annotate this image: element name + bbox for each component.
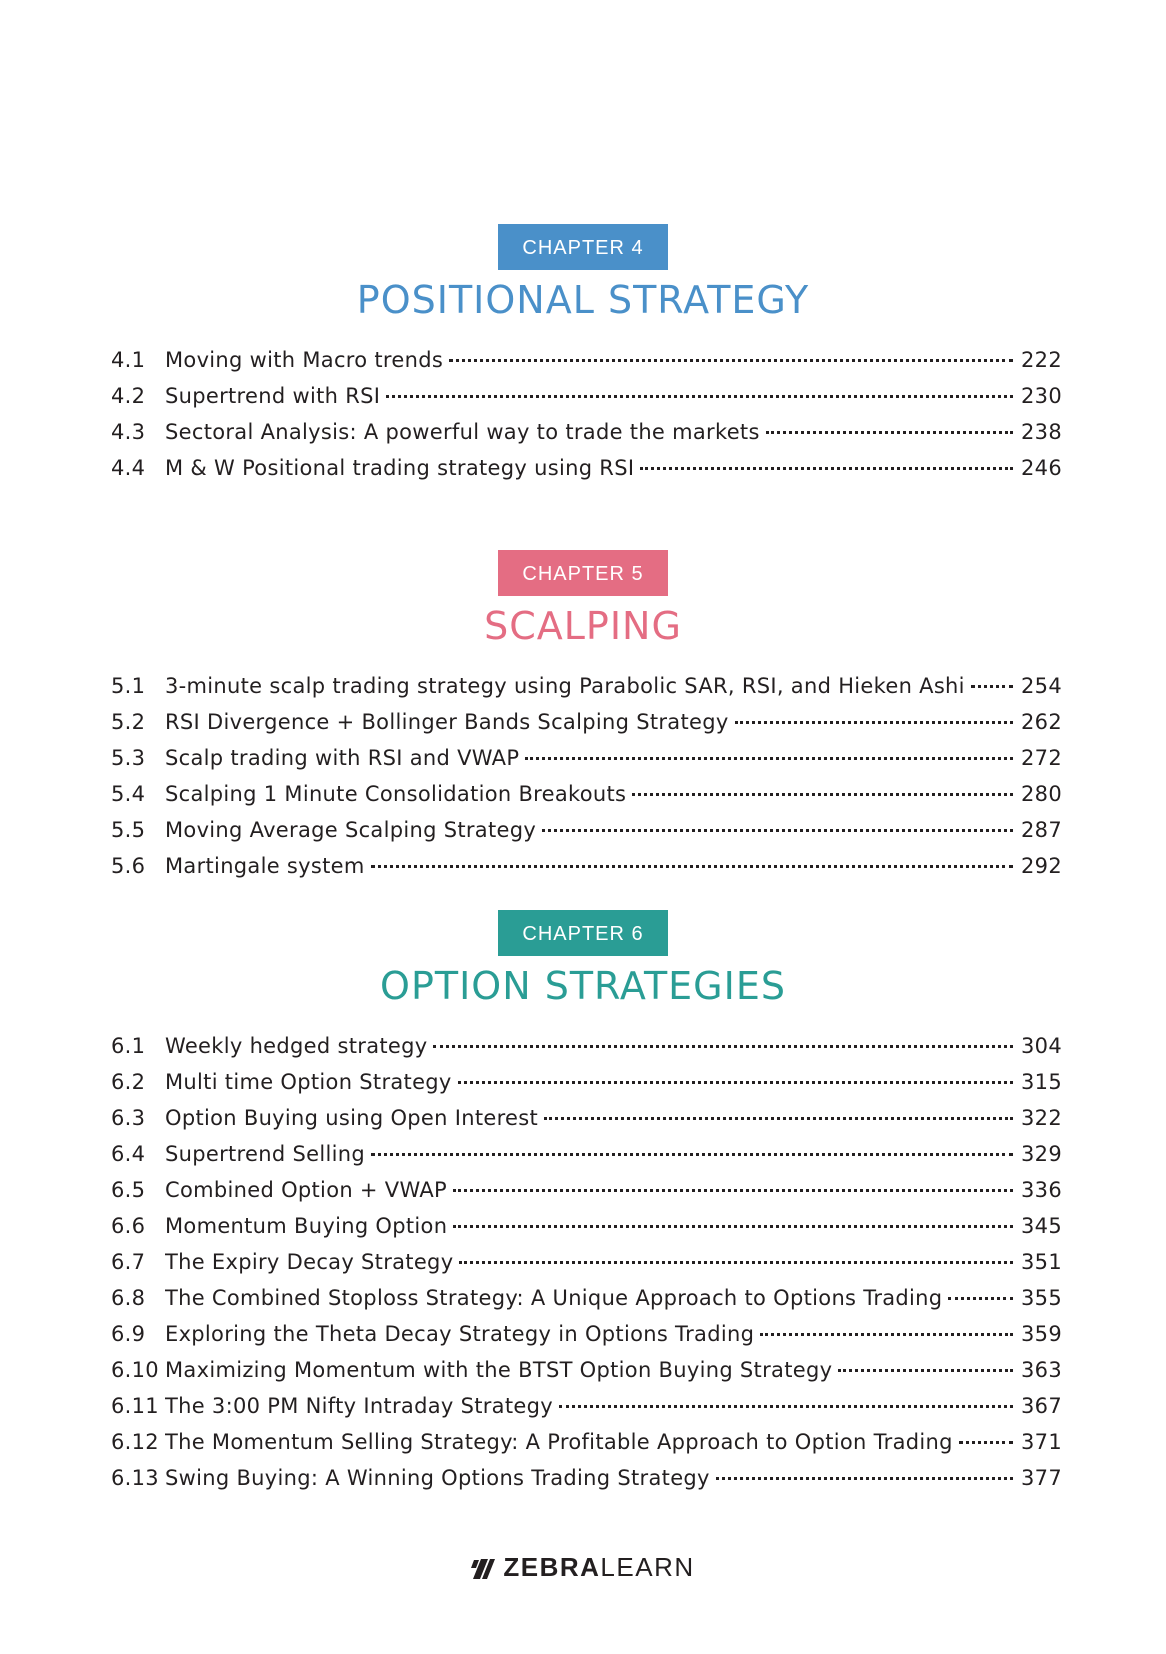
entry-title: Exploring the Theta Decay Strategy in Options Trading [165,1322,755,1346]
entry-number: 6.2 [111,1070,146,1094]
chapter-5-header [0,550,1166,650]
dot-leader [544,1117,1013,1120]
entry-title: Supertrend Selling [165,1142,365,1166]
entry-page-number: 292 [1021,854,1062,878]
entry-page-number: 304 [1021,1034,1062,1058]
toc-entry[interactable] [0,414,1166,450]
toc-entry[interactable] [0,1316,1166,1352]
dot-leader [525,757,1013,760]
toc-entry[interactable] [0,812,1166,848]
logo-text-light: LEARN [600,1552,695,1582]
entry-number: 6.13 [111,1466,159,1490]
entry-number: 5.3 [111,746,146,770]
entry-number: 6.9 [111,1322,146,1346]
entry-number: 4.3 [111,420,146,444]
toc-entry[interactable] [0,1100,1166,1136]
dot-leader [766,431,1013,434]
entry-page-number: 345 [1021,1214,1062,1238]
entry-page-number: 355 [1021,1286,1062,1310]
toc-entry[interactable] [0,704,1166,740]
entry-page-number: 367 [1021,1394,1062,1418]
publisher-logo [0,1552,1166,1583]
entry-page-number: 246 [1021,456,1062,480]
dot-leader [559,1405,1013,1408]
entry-number: 5.2 [111,710,146,734]
entry-page-number: 371 [1021,1430,1062,1454]
entry-number: 6.8 [111,1286,146,1310]
dot-leader [449,359,1013,362]
entry-page-number: 329 [1021,1142,1062,1166]
entry-number: 5.6 [111,854,146,878]
entry-number: 6.12 [111,1430,159,1454]
toc-entry[interactable] [0,450,1166,486]
entry-page-number: 322 [1021,1106,1062,1130]
dot-leader [459,1261,1013,1264]
toc-entry[interactable] [0,740,1166,776]
toc-entry[interactable] [0,1280,1166,1316]
entry-number: 5.5 [111,818,146,842]
entry-title: RSI Divergence + Bollinger Bands Scalping Strategy [165,710,729,734]
chapter-4-toc [0,342,1166,486]
dot-leader [371,1153,1013,1156]
entry-title: Maximizing Momentum with the BTST Option Buying Strategy [165,1358,833,1382]
dot-leader [386,395,1013,398]
chapter-6-badge: CHAPTER 6 [498,910,667,956]
entry-page-number: 351 [1021,1250,1062,1274]
entry-title: Scalp trading with RSI and VWAP [165,746,520,770]
entry-title: Sectoral Analysis: A powerful way to trade the markets [165,420,760,444]
dot-leader [971,685,1013,688]
entry-title: Supertrend with RSI [165,384,381,408]
chapter-5-title: SCALPING [484,604,682,648]
dot-leader [760,1333,1013,1336]
entry-title: 3-minute scalp trading strategy using Parabolic SAR, RSI, and Hieken Ashi [165,674,965,698]
toc-entry[interactable] [0,1064,1166,1100]
entry-page-number: 230 [1021,384,1062,408]
dot-leader [371,865,1013,868]
entry-number: 4.2 [111,384,146,408]
entry-page-number: 272 [1021,746,1062,770]
toc-entry[interactable] [0,848,1166,884]
dot-leader [959,1441,1013,1444]
entry-title: Momentum Buying Option [165,1214,448,1238]
entry-title: Weekly hedged strategy [165,1034,428,1058]
chapter-4-header [0,224,1166,324]
toc-entry[interactable] [0,1460,1166,1496]
toc-entry[interactable] [0,1352,1166,1388]
entry-title: Multi time Option Strategy [165,1070,452,1094]
entry-number: 6.11 [111,1394,159,1418]
chapter-5-section [0,550,1166,884]
chapter-6-title: OPTION STRATEGIES [380,964,786,1008]
entry-number: 4.4 [111,456,146,480]
entry-number: 6.6 [111,1214,146,1238]
dot-leader [948,1297,1013,1300]
chapter-6-header [0,910,1166,1010]
toc-entry[interactable] [0,1388,1166,1424]
entry-page-number: 363 [1021,1358,1062,1382]
toc-entry[interactable] [0,1136,1166,1172]
entry-title: The Momentum Selling Strategy: A Profitable Approach to Option Trading [165,1430,953,1454]
entry-number: 6.10 [111,1358,159,1382]
entry-title: Option Buying using Open Interest [165,1106,539,1130]
entry-page-number: 377 [1021,1466,1062,1490]
entry-page-number: 336 [1021,1178,1062,1202]
entry-page-number: 359 [1021,1322,1062,1346]
entry-number: 6.5 [111,1178,146,1202]
entry-page-number: 315 [1021,1070,1062,1094]
chapter-6-section [0,910,1166,1496]
entry-number: 6.1 [111,1034,146,1058]
entry-number: 6.4 [111,1142,146,1166]
dot-leader [433,1045,1013,1048]
entry-title: Moving Average Scalping Strategy [165,818,537,842]
entry-title: The Combined Stoploss Strategy: A Unique Approach to Options Trading [165,1286,943,1310]
entry-title: Scalping 1 Minute Consolidation Breakouts [165,782,627,806]
entry-number: 5.1 [111,674,146,698]
dot-leader [453,1225,1013,1228]
entry-title: The 3:00 PM Nifty Intraday Strategy [165,1394,553,1418]
entry-page-number: 254 [1021,674,1062,698]
entry-title: M & W Positional trading strategy using RSI [165,456,635,480]
entry-page-number: 238 [1021,420,1062,444]
toc-entry[interactable] [0,776,1166,812]
zebra-stripes-icon [471,1559,497,1579]
entry-title: Swing Buying: A Winning Options Trading Strategy [165,1466,710,1490]
chapter-5-badge: CHAPTER 5 [498,550,667,596]
chapter-4-badge: CHAPTER 4 [498,224,667,270]
chapter-5-toc [0,668,1166,884]
entry-number: 5.4 [111,782,146,806]
toc-entry[interactable] [0,1208,1166,1244]
dot-leader [640,467,1013,470]
dot-leader [632,793,1013,796]
entry-title: Moving with Macro trends [165,348,444,372]
dot-leader [735,721,1013,724]
entry-number: 6.7 [111,1250,146,1274]
entry-page-number: 262 [1021,710,1062,734]
toc-entry[interactable] [0,1424,1166,1460]
entry-page-number: 222 [1021,348,1062,372]
dot-leader [542,829,1013,832]
entry-number: 4.1 [111,348,146,372]
chapter-6-toc [0,1028,1166,1496]
dot-leader [453,1189,1013,1192]
entry-number: 6.3 [111,1106,146,1130]
toc-entry[interactable] [0,342,1166,378]
toc-entry[interactable] [0,1172,1166,1208]
toc-entry[interactable] [0,1028,1166,1064]
chapter-4-title: POSITIONAL STRATEGY [356,278,810,322]
entry-title: Combined Option + VWAP [165,1178,448,1202]
toc-entry[interactable] [0,668,1166,704]
toc-entry[interactable] [0,1244,1166,1280]
logo-text-bold: ZEBRA [503,1552,601,1582]
chapter-4-section [0,224,1166,486]
entry-title: The Expiry Decay Strategy [165,1250,454,1274]
dot-leader [716,1477,1013,1480]
entry-page-number: 287 [1021,818,1062,842]
entry-title: Martingale system [165,854,365,878]
dot-leader [458,1081,1013,1084]
dot-leader [838,1369,1013,1372]
entry-page-number: 280 [1021,782,1062,806]
toc-entry[interactable] [0,378,1166,414]
